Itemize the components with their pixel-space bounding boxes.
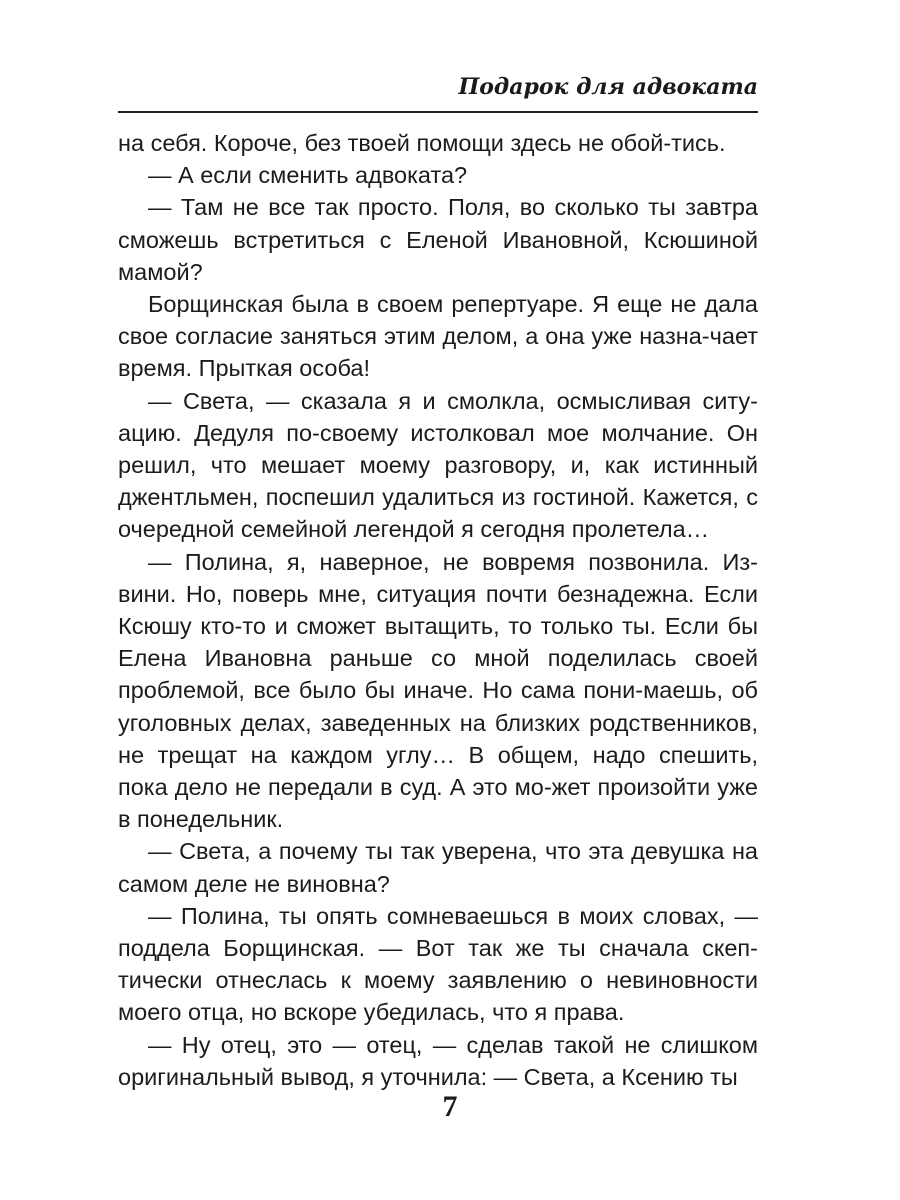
paragraph: — Там не все так просто. Поля, во сколько ты завтра сможешь встретиться с Еленой Ивановной, Ксюшиной мамой?	[118, 194, 758, 285]
body-text	[118, 127, 758, 1093]
paragraph: Борщинская была в своем репертуаре. Я еще не дала свое согласие заняться этим делом, а она уже назна-чает время. Прыткая особа!	[118, 291, 758, 382]
paragraph: — Полина, ты опять сомневаешься в моих словах, — поддела Борщинская. — Вот так же ты сначала скеп-тически отнеслась к моему заявлению о невиновности моего отца, но вскоре убедилась, что я права.	[118, 902, 758, 1026]
paragraph: — Полина, я, наверное, не вовремя позвонила. Из-вини. Но, поверь мне, ситуация почти безнадежна. Если Ксюшу кто-то и сможет вытащить, то только ты. Если бы Елена Ивановна раньше со мной поделилась своей проблемой, все было бы иначе. Но сама пони-маешь, об уголовных делах, заведенных на близких родственников, не трещат на каждом углу… В общем, надо спешить, пока дело не передали в суд. А это мо-жет произойти уже в понедельник.	[118, 548, 758, 833]
page-number: 7	[442, 1090, 458, 1123]
paragraph: — А если сменить адвоката?	[148, 162, 468, 189]
paragraph: на себя. Короче, без твоей помощи здесь не обой-тись.	[118, 130, 726, 156]
running-title: Подарок для адвоката	[458, 74, 758, 100]
paragraph: — Света, — сказала я и смолкла, осмысливая ситу-ацию. Дедуля по-своему истолковал мое молчание. Он решил, что мешает моему разговору, и, как истинный джентльмен, поспешил удалиться из гостиной. Кажется, с очередной семейной легендой я сегодня пролетела…	[118, 387, 758, 543]
paragraph: — Ну отец, это — отец, — сделав такой не слишком оригинальный вывод, я уточнила: — Света, а Ксению ты	[118, 1031, 758, 1090]
paragraph: — Света, а почему ты так уверена, что эта девушка на самом деле не виновна?	[118, 838, 758, 897]
header-rule	[118, 111, 758, 113]
